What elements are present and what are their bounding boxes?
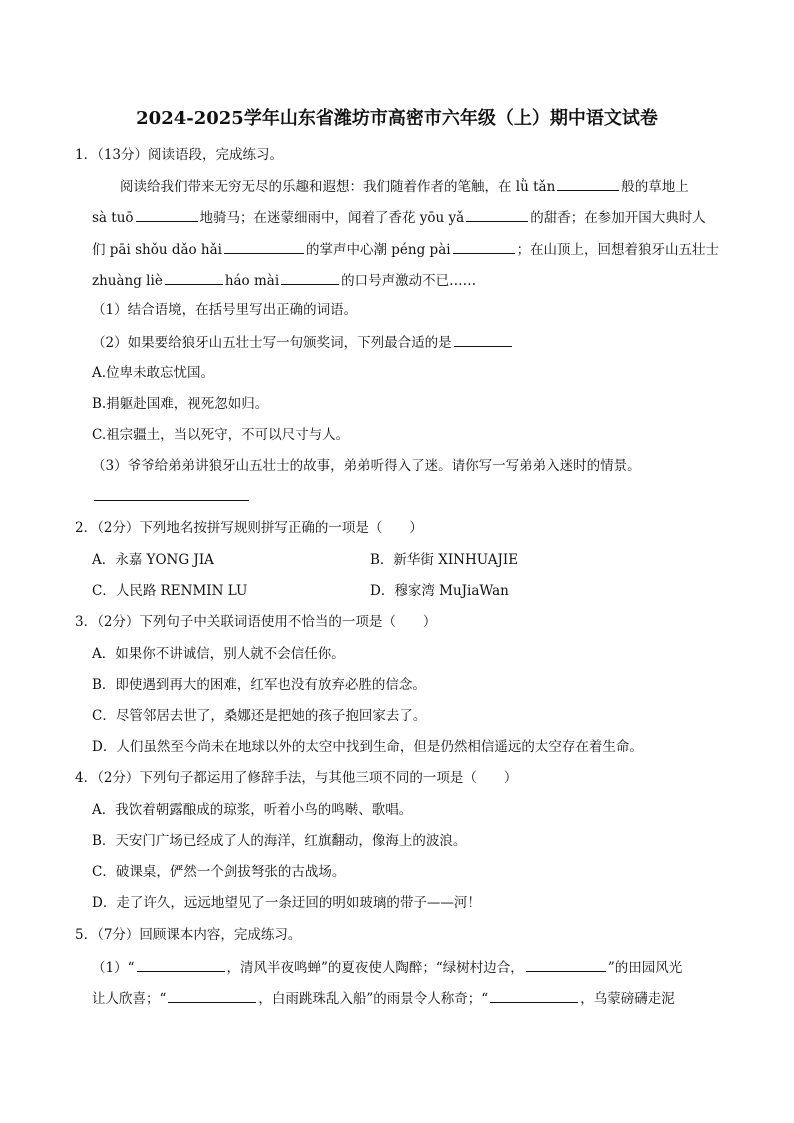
q1-text: 的甜香；在参加开国大典时人 [530, 210, 706, 226]
answer-blank[interactable] [165, 270, 223, 285]
q2-option-b: B．新华街 XINHUAJIE [370, 552, 519, 568]
q1-text: zhuàng liè [92, 273, 163, 289]
q3-option-d: D．人们虽然至今尚未在地球以外的太空中找到生命，但是仍然相信遥远的太空存在着生命。 [92, 739, 643, 755]
q1-passage-line-4 [92, 270, 476, 290]
q4-heading: 4．（2分）下列句子都运用了修辞手法，与其他三项不同的一项是（ ） [75, 770, 518, 786]
q5-heading: 5．（7分）回顾课本内容，完成练习。 [75, 927, 302, 943]
answer-blank[interactable] [136, 207, 198, 222]
q5-text: ”的田园风光 [607, 960, 683, 976]
q2-option-c: C．人民路 RENMIN LU [92, 583, 248, 599]
answer-blank[interactable] [224, 239, 304, 254]
q1-text: 般的草地上 [621, 179, 689, 195]
answer-blank[interactable] [466, 207, 528, 222]
answer-blank[interactable] [168, 988, 256, 1003]
q4-option-b: B．天安门广场已经成了人的海洋，红旗翻动，像海上的波浪。 [92, 833, 467, 849]
answer-blank[interactable] [490, 988, 578, 1003]
q1-sub-2 [92, 332, 514, 352]
q2-option-a: A．永嘉 YONG JIA [92, 552, 214, 568]
q1-text: 的掌声中心潮 péng pài [306, 242, 451, 258]
q1-heading: 1．（13分）阅读语段，完成练习。 [75, 147, 284, 163]
q1-passage-line-1 [120, 176, 689, 196]
q1-text: 地骑马；在迷蒙细雨中，闻着了香花 yōu yǎ [199, 210, 465, 226]
q5-text: （1）“ [92, 960, 135, 976]
q4-option-c: C．破课桌，俨然一个剑拔弩张的古战场。 [92, 864, 346, 880]
q1-option-b: B.捐躯赴国难，视死忽如归。 [92, 396, 269, 412]
q2-heading: 2．（2分）下列地名按拼写规则拼写正确的一项是（ ） [75, 520, 423, 536]
q1-text: 阅读给我们带来无穷无尽的乐趣和遐想：我们随着作者的笔触，在 lǜ tǎn [120, 179, 556, 195]
q4-option-d: D．走了许久，远远地望见了一条迂回的明如玻璃的带子——河！ [92, 895, 481, 911]
answer-blank[interactable] [453, 239, 515, 254]
q4-option-a: A．我饮着朝露酿成的琼浆，听着小鸟的鸣啭、歌唱。 [92, 802, 413, 818]
q1-text: háo mài [224, 273, 280, 289]
answer-blank[interactable] [557, 176, 619, 191]
q1-passage-line-2 [92, 207, 706, 227]
q5-text: 让人欣喜；“ [92, 991, 167, 1007]
answer-blank[interactable] [94, 486, 249, 501]
q1-text: sà tuō [92, 210, 134, 226]
q1-passage-line-3 [92, 239, 719, 259]
q1-text: ；在山顶上，回想着狼牙山五壮士 [516, 242, 720, 258]
q5-line-1 [92, 957, 682, 977]
q1-answer-line[interactable] [92, 486, 251, 506]
q1-text: 们 pāi shǒu dǎo hǎi [92, 242, 222, 258]
answer-blank[interactable] [281, 270, 339, 285]
q1-sub-3: （3）爷爷给弟弟讲狼牙山五壮士的故事，弟弟听得入了迷。请你写一写弟弟入迷时的情景。 [92, 458, 641, 474]
q1-option-a: A.位卑未敢忘忧国。 [92, 365, 215, 381]
page-title: 2024-2025学年山东省潍坊市高密市六年级（上）期中语文试卷 [136, 108, 658, 129]
answer-blank[interactable] [526, 957, 606, 972]
q3-option-b: B．即使遇到再大的困难，红军也没有放弃必胜的信念。 [92, 677, 426, 693]
q3-heading: 3．（2分）下列句子中关联词语使用不恰当的一项是（ ） [75, 614, 437, 630]
q5-text: ，白雨跳珠乱入船”的雨景令人称奇；“ [258, 991, 489, 1007]
q2-option-d: D．穆家湾 MuJiaWan [370, 583, 509, 599]
q1-sub-2-text: （2）如果要给狼牙山五壮士写一句颁奖词，下列最合适的是 [92, 335, 452, 351]
answer-blank[interactable] [454, 332, 512, 347]
q1-text: 的口号声激动不已…… [341, 273, 477, 289]
q3-option-a: A．如果你不讲诚信，别人就不会信任你。 [92, 646, 345, 662]
answer-blank[interactable] [137, 957, 225, 972]
q1-option-c: C.祖宗疆土，当以死守，不可以尺寸与人。 [92, 427, 350, 443]
q5-line-2 [92, 988, 675, 1008]
q3-option-c: C．尽管邻居去世了，桑娜还是把她的孩子抱回家去了。 [92, 708, 427, 724]
q1-sub-1: （1）结合语境，在括号里写出正确的词语。 [92, 302, 358, 318]
q5-text: ，乌蒙磅礴走泥 [580, 991, 675, 1007]
q5-text: ，清风半夜鸣蝉”的夏夜使人陶醉；“绿树村边合， [226, 960, 524, 976]
